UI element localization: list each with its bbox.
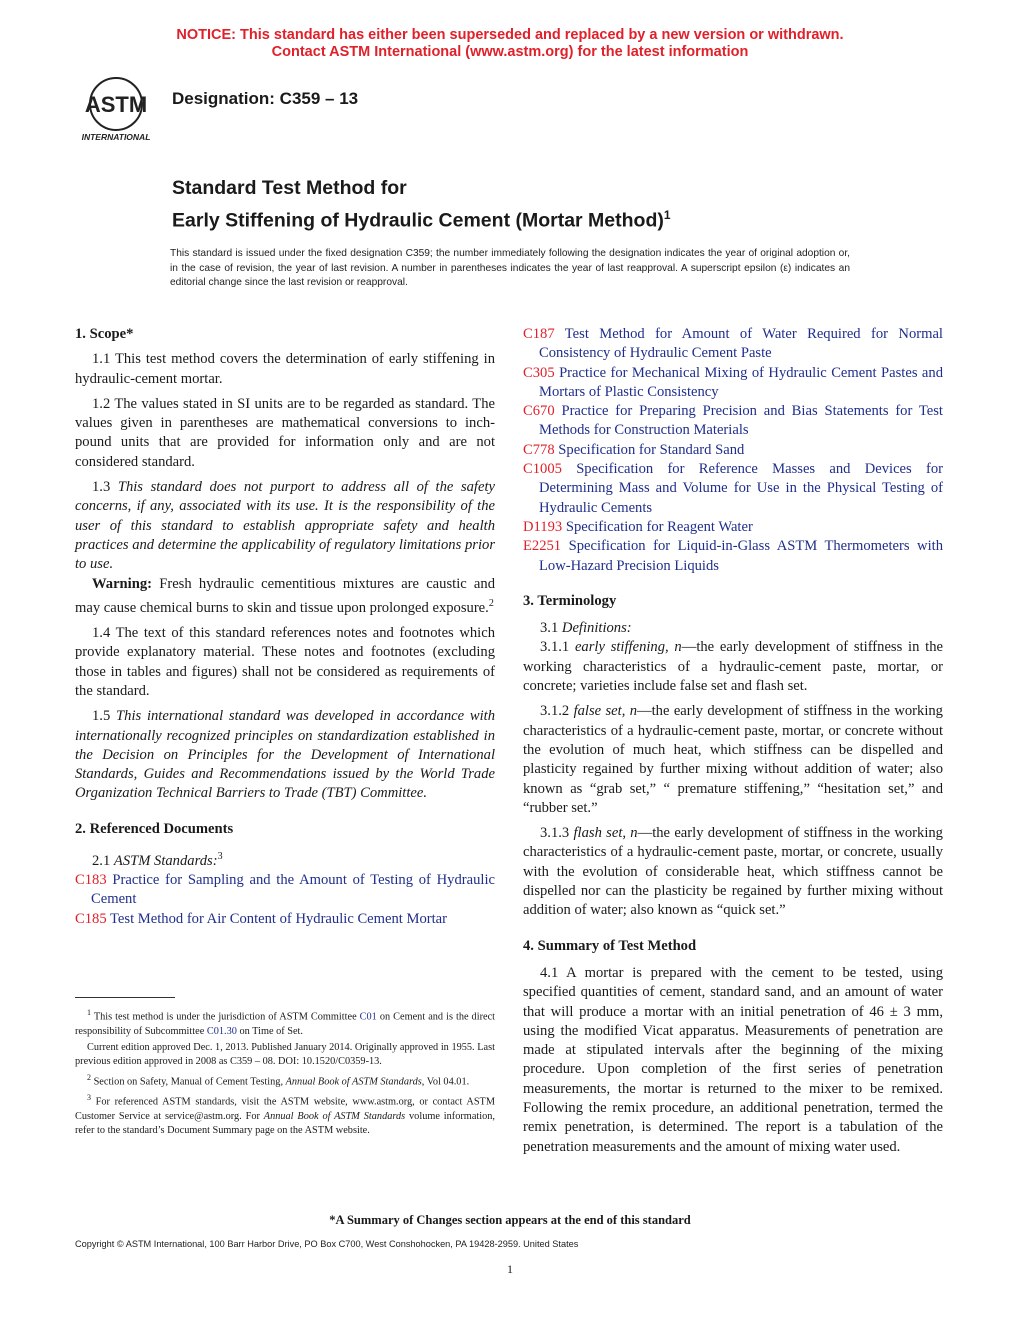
footnote-italic: Annual Book of ASTM Standards [285, 1076, 422, 1088]
warning-para [75, 575, 495, 618]
footnote-text: , Vol 04.01. [421, 1076, 470, 1088]
section-summary-heading: 4. Summary of Test Method [523, 937, 697, 954]
para-3-1 [523, 619, 943, 638]
footnotes [75, 1006, 495, 1140]
withdrawal-notice [0, 27, 1020, 61]
para-3-1-number: 3.1 [540, 620, 559, 637]
para-2-1-footnote-marker: 3 [217, 850, 223, 862]
footnote-text: on Time of Set. [239, 1026, 303, 1038]
ref-code-link[interactable]: C185 [75, 910, 107, 927]
subcommittee-link[interactable]: C01.30 [206, 1026, 237, 1038]
para-1-2: 1.2 The values stated in SI units are to be regarded as standard. The values given in parentheses are mathematical conversions to inch-pound units that are provided for information only and are not considered standard. [75, 395, 495, 470]
para-3-1-3 [523, 824, 943, 920]
ref-title-link[interactable]: Test Method for Amount of Water Required for Normal Consistency of Hydraulic Cement Paste [539, 326, 943, 362]
document-title [172, 175, 671, 235]
summary-of-changes-note: *A Summary of Changes section appears at the end of this standard [329, 1213, 691, 1227]
footnote-text: For referenced ASTM standards, visit the ASTM website, www.astm.org, or contact ASTM Customer Service at service@astm.org. For [75, 1096, 495, 1122]
section-scope-heading: 1. Scope* [75, 326, 134, 342]
warning-label: Warning: [92, 575, 153, 592]
ref-title-link[interactable]: Specification for Liquid-in-Glass ASTM Thermometers with Low-Hazard Precision Liquids [539, 538, 943, 574]
para-1-1: 1.1 This test method covers the determination of early stiffening in hydraulic-cement mortar. [75, 351, 495, 387]
section-refdocs-heading: 2. Referenced Documents [75, 820, 234, 837]
term-definition: —the early development of stiffness in the working characteristics of a hydraulic-cement paste, mortar, or concrete without the evolution of much heat, which stiffness can be dispelled and plasticity regained by further mixing without addition of water; also known as “grab set,” “ premature stiffening,” “hesitation set,” and “rubber set.” [523, 703, 943, 816]
ref-title-link[interactable]: Practice for Sampling and the Amount of Testing of Hydraulic Cement [91, 872, 495, 908]
para-1-3 [75, 478, 495, 574]
ref-code-link[interactable]: C1005 [523, 461, 562, 478]
term-name: early stiffening, n [574, 639, 682, 656]
ref-item-c778[interactable] [523, 441, 943, 460]
ref-code-link[interactable]: C305 [523, 364, 555, 381]
committee-link[interactable]: C01 [359, 1011, 377, 1023]
page-number: 1 [507, 1262, 513, 1276]
section-terminology-heading: 3. Terminology [523, 592, 617, 609]
ref-title-link[interactable]: Specification for Reference Masses and Devices for Determining Mass and Volume for Use in the Physical Testing of Hydraulic Cements [539, 461, 943, 516]
ref-item-c183[interactable] [75, 871, 495, 910]
footnote-1-edition: Current edition approved Dec. 1, 2013. Published January 2014. Originally approved in 1955. Last previous edition approved in 2008 as C359 – 08. DOI: 10.1520/C0359-13. [75, 1041, 495, 1068]
designation: Designation: C359 – 13 [172, 89, 359, 108]
para-4-1: 4.1 A mortar is prepared with the cement to be tested, using specified quantities of cement, standard sand, and an amount of water that will produce a mortar with an initial penetration of 46 ± 3 mm, using the modified Vicat apparatus. Measurements of penetration are made at stipulated intervals after the beginning of the mixing procedure. Upon completion of the first series of penetration measurements, the mortar is returned to the mixer to be remixed. Following the remix procedure, an additional penetration, termed the remix penetration, is determined. The report is a tabulation of the penetration measurements and the amount of mixing water used. [523, 964, 943, 1155]
footnote-marker: 1 [87, 1008, 91, 1017]
para-1-3-number: 1.3 [92, 479, 111, 496]
para-1-5-text: This international standard was developed in accordance with internationally recognized principles on standardization established in the Decision on Principles for the Development of International Standards, Guides and Recommendations issued by the World Trade Organization Technical Barriers to Trade (TBT) Committee. [75, 708, 496, 802]
title-line-1: Standard Test Method for [172, 177, 407, 199]
ref-item-c185[interactable] [75, 910, 495, 929]
ref-code-link[interactable]: C187 [523, 326, 555, 342]
ref-title-link[interactable]: Test Method for Air Content of Hydraulic Cement Mortar [110, 910, 448, 927]
footnote-italic: Annual Book of ASTM Standards [263, 1110, 406, 1122]
term-number: 3.1.2 [540, 703, 570, 720]
title-line-2: Early Stiffening of Hydraulic Cement (Mortar Method) [172, 209, 664, 232]
footnote-divider [75, 997, 175, 998]
copyright: Copyright © ASTM International, 100 Barr Harbor Drive, PO Box C700, West Conshohocken, PA 19428-2959. United States [75, 1239, 579, 1249]
footnote-3 [75, 1091, 495, 1139]
para-1-3-text: This standard does not purport to address all of the safety concerns, if any, associated with its use. It is the responsibility of the user of this standard to establish appropriate safety and health practices and determine the applicability of regulatory limitations prior to use. [75, 479, 495, 573]
footnote-text: on Cement and is the direct responsibility of Subcommittee [75, 1011, 495, 1038]
term-name: false set, n [573, 703, 638, 720]
ref-title-link[interactable]: Specification for Standard Sand [558, 441, 745, 458]
para-1-4: 1.4 The text of this standard references notes and footnotes which provide explanatory material. These notes and footnotes (excluding those in tables and figures) shall not be considered as requirements of the standard. [75, 625, 495, 699]
para-2-1-number: 2.1 [92, 852, 111, 869]
warning-text: Fresh hydraulic cementitious mixtures are caustic and may cause chemical burns to skin and tissue upon prolonged exposure. [75, 575, 495, 616]
ref-item-c670[interactable] [523, 402, 943, 441]
right-column [523, 325, 943, 1157]
ref-item-d1193[interactable] [523, 518, 943, 537]
left-column [75, 325, 495, 929]
ref-code-link[interactable]: E2251 [523, 538, 562, 555]
notice-line-2: Contact ASTM International (www.astm.org) for the latest information [271, 44, 749, 60]
para-1-5 [75, 707, 495, 803]
ref-item-c305[interactable] [523, 364, 943, 403]
footnote-text: This test method is under the jurisdiction of ASTM Committee [93, 1011, 357, 1023]
footnote-2 [75, 1071, 495, 1090]
ref-title-link[interactable]: Specification for Reagent Water [565, 518, 753, 535]
term-definition: —the early development of stiffness in the working characteristics of a hydraulic-cement paste, mortar, or concrete, usually with the evolution of considerable heat, which stiffness cannot be dispelled nor can the plasticity be regained by further mixing without addition of water; also known as “quick set.” [523, 825, 943, 919]
title-footnote-marker: 1 [663, 208, 671, 222]
astm-logo [70, 74, 162, 146]
footnote-text: Section on Safety, Manual of Cement Testing, [93, 1076, 284, 1088]
ref-item-c1005[interactable] [523, 460, 943, 518]
term-definition: —the early development of stiffness in the working characteristics of a hydraulic-cement paste, mortar, or concrete; varieties include false set and flash set. [523, 639, 943, 695]
term-number: 3.1.3 [540, 825, 570, 842]
para-1-5-number: 1.5 [92, 708, 111, 725]
ref-code-link[interactable]: C670 [523, 403, 555, 420]
notice-line-1: NOTICE: This standard has either been superseded and replaced by a new version or withdrawn. [176, 27, 844, 43]
preamble: This standard is issued under the fixed designation C359; the number immediately following the designation indicates the year of original adoption or, in the case of revision, the year of last revision. A number in parentheses indicates the year of last reapproval. A superscript epsilon (ε) indicates an editorial change since the last revision or reapproval. [170, 248, 850, 288]
para-2-1 [75, 847, 495, 871]
footnote-marker: 2 [87, 1072, 91, 1082]
logo-subtext: INTERNATIONAL [81, 132, 151, 142]
term-name: flash set, n [573, 825, 638, 842]
ref-code-link[interactable]: C183 [75, 872, 107, 889]
para-3-1-1 [523, 638, 943, 696]
ref-item-e2251[interactable] [523, 537, 943, 576]
footnote-marker: 3 [87, 1092, 91, 1102]
ref-code-link[interactable]: D1193 [523, 518, 563, 535]
logo-text: ASTM [84, 92, 148, 117]
para-2-1-text: ASTM Standards: [113, 852, 218, 869]
warning-footnote-marker: 2 [488, 597, 494, 609]
ref-title-link[interactable]: Practice for Preparing Precision and Bias Statements for Test Methods for Construction Materials [539, 403, 943, 439]
ref-title-link[interactable]: Practice for Mechanical Mixing of Hydraulic Cement Pastes and Mortars of Plastic Consistency [539, 364, 943, 400]
ref-item-c187[interactable] [523, 325, 943, 364]
footnote-text: volume information, refer to the standard’s Document Summary page on the ASTM website. [75, 1110, 495, 1137]
para-3-1-text: Definitions: [561, 620, 632, 637]
para-3-1-2 [523, 702, 943, 818]
term-number: 3.1.1 [540, 639, 570, 656]
footnote-1 [75, 1006, 495, 1040]
ref-code-link[interactable]: C778 [523, 441, 555, 458]
